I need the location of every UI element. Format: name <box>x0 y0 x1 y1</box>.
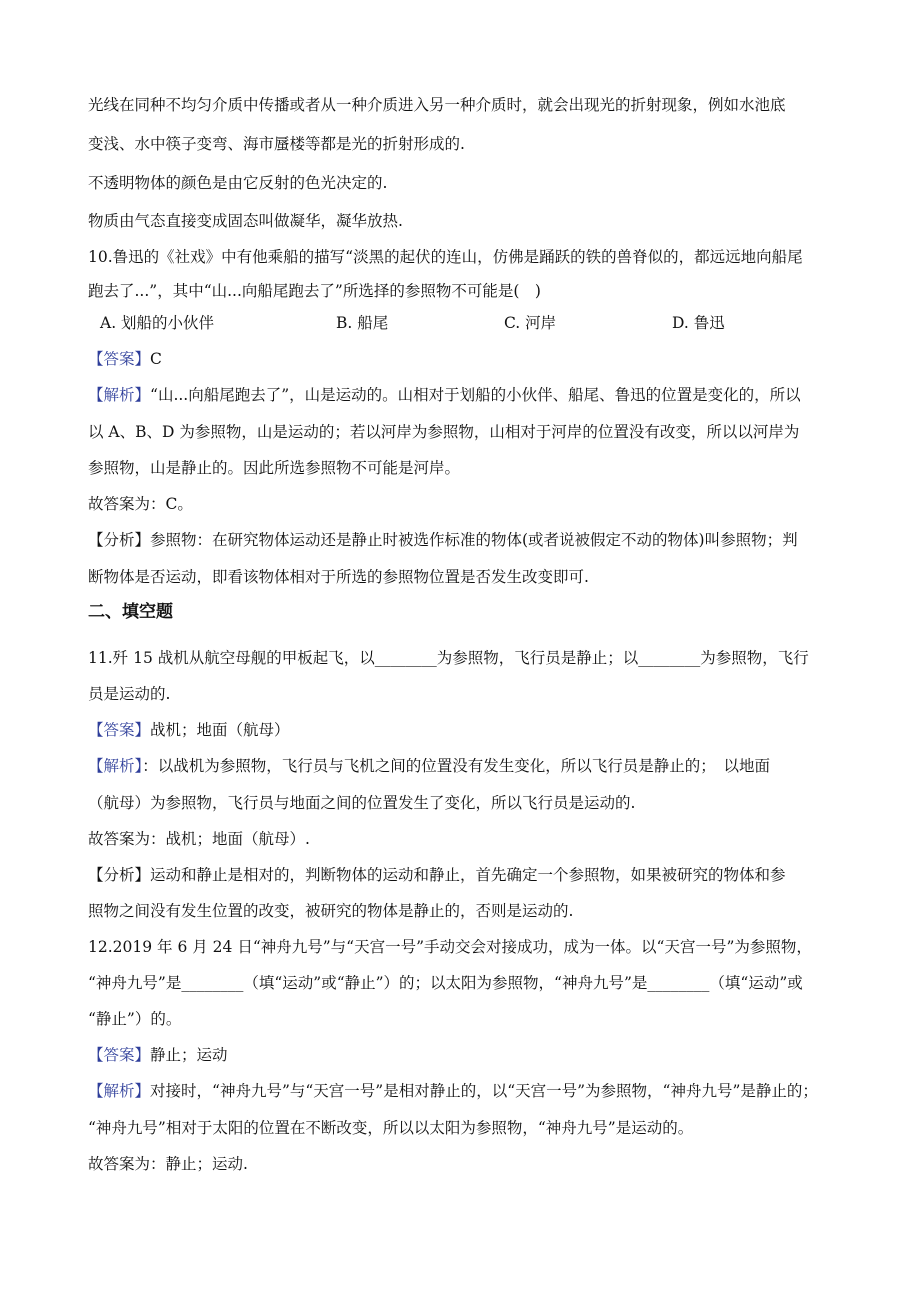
section-title: 二、填空题 <box>88 602 173 622</box>
question-10-options <box>100 312 820 334</box>
analysis-tag: 【解析】 <box>88 1082 151 1100</box>
analysis-tag: 【解析】 <box>88 757 143 775</box>
text-line: 物质由气态直接变成固态叫做凝华，凝华放热. <box>88 212 403 230</box>
answer-line <box>88 719 290 741</box>
question-12-line: “静止”）的。 <box>88 1010 182 1028</box>
text-line: 光线在同种不均匀介质中传播或者从一种介质进入另一种介质时，就会出现光的折射现象，例如水池底 <box>88 96 786 114</box>
analysis-line: （航母）为参照物，飞行员与地面之间的位置发生了变化，所以飞行员是运动的. <box>88 794 636 812</box>
question-11-line: 员是运动的. <box>88 685 171 703</box>
option-b: B. 船尾 <box>336 314 389 332</box>
answer-line <box>88 348 162 370</box>
question-12-line: “神舟九号”是________（填“运动”或“静止”）的；以太阳为参照物，“神舟九号”是________（填“运动”或 <box>88 974 803 992</box>
answer-value: 战机；地面（航母） <box>150 721 290 739</box>
question-11-line: 11.歼 15 战机从航空母舰的甲板起飞，以________为参照物，飞行员是静止；以________为参照物，飞行 <box>88 649 809 667</box>
analysis-line <box>88 384 801 406</box>
answer-value: C <box>150 350 162 368</box>
question-10-line: 10.鲁迅的《社戏》中有他乘船的描写“淡黑的起伏的连山，仿佛是踊跃的铁的兽脊似的，都远远地向船尾 <box>88 248 803 266</box>
analysis-line: “神舟九号”相对于太阳的位置在不断改变，所以以太阳为参照物，“神舟九号”是运动的。 <box>88 1119 694 1137</box>
text-line: 变浅、水中筷子变弯、海市蜃楼等都是光的折射形成的. <box>88 135 465 153</box>
analysis-text: “山...向船尾跑去了”，山是运动的。山相对于划船的小伙伴、船尾、鲁迅的位置是变化的，所以 <box>150 386 801 404</box>
notes-line: 断物体是否运动，即看该物体相对于所选的参照物位置是否发生改变即可. <box>88 568 589 586</box>
question-10-line: 跑去了...”，其中“山...向船尾跑去了”所选择的参照物不可能是( ) <box>88 282 541 300</box>
option-d: D. 鲁迅 <box>672 314 725 332</box>
final-answer-line: 故答案为：战机；地面（航母）. <box>88 830 310 848</box>
question-12-line: 12.2019 年 6 月 24 日“神舟九号”与“天宫一号”手动交会对接成功，成为一体。以“天宫一号”为参照物， <box>88 938 812 956</box>
analysis-text: 对接时，“神舟九号”与“天宫一号”是相对静止的，以“天宫一号”为参照物，“神舟九号”是静止的； <box>150 1082 818 1100</box>
answer-value: 静止；运动 <box>150 1046 228 1064</box>
analysis-line <box>88 755 770 777</box>
option-a: A. 划船的小伙伴 <box>100 314 215 332</box>
notes-line: 【分析】运动和静止是相对的，判断物体的运动和静止，首先确定一个参照物，如果被研究的物体和参 <box>88 866 786 884</box>
final-answer-line: 故答案为：C。 <box>88 495 193 513</box>
option-c: C. 河岸 <box>504 314 557 332</box>
final-answer-line: 故答案为：静止；运动. <box>88 1155 248 1173</box>
analysis-line <box>88 1080 818 1102</box>
answer-line <box>88 1044 228 1066</box>
text-line: 不透明物体的颜色是由它反射的色光决定的. <box>88 174 388 192</box>
answer-tag: 【答案】 <box>88 721 151 739</box>
answer-tag: 【答案】 <box>88 1046 151 1064</box>
answer-tag: 【答案】 <box>88 350 151 368</box>
analysis-line: 参照物，山是静止的。因此所选参照物不可能是河岸。 <box>88 459 461 477</box>
notes-line: 照物之间没有发生位置的改变，被研究的物体是静止的，否则是运动的. <box>88 902 574 920</box>
analysis-line: 以 A、B、D 为参照物，山是运动的；若以河岸为参照物，山相对于河岸的位置没有改变，所以以河岸为 <box>88 423 800 441</box>
analysis-tag: 【解析】 <box>88 386 151 404</box>
analysis-text: ：以战机为参照物，飞行员与飞机之间的位置没有发生变化，所以飞行员是静止的； 以地面 <box>142 757 771 775</box>
notes-line: 【分析】参照物：在研究物体运动还是静止时被选作标准的物体(或者说被假定不动的物体)叫参照物；判 <box>88 531 798 549</box>
